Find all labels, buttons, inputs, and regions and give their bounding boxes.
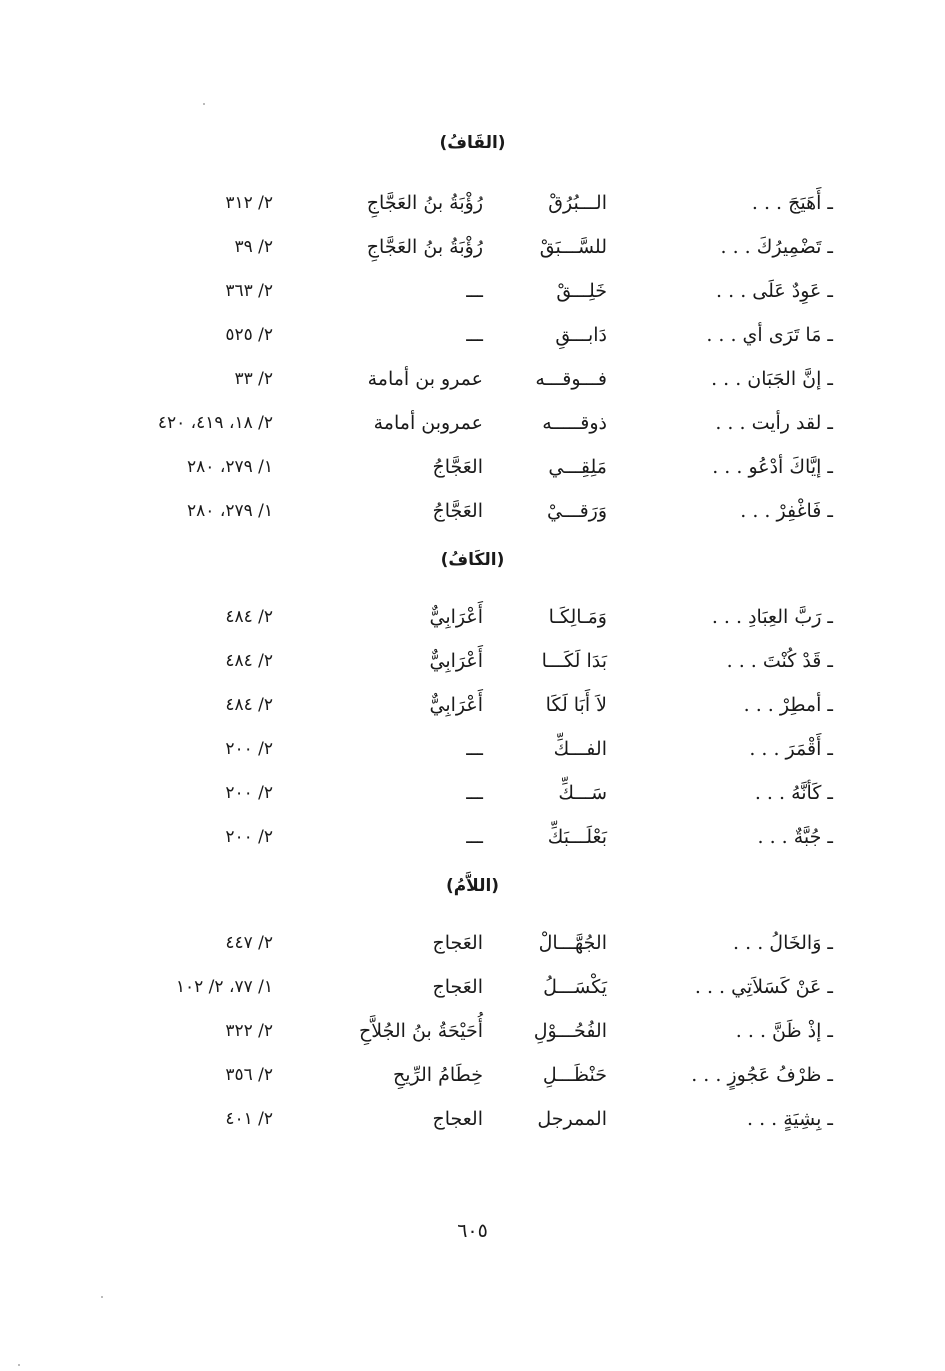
- table-row: [0, 494, 945, 528]
- rhyme-word: سَـــكِّ: [558, 782, 607, 804]
- poet-name: رُؤْبَةُ بنُ العَجَّاجِ: [366, 236, 483, 258]
- rhyme-word: بَعْلَـــبَكِّ: [547, 826, 607, 848]
- rhyme-word: وَمَـالِكَـا: [548, 606, 607, 628]
- poet-name: عمرو بن أمامة: [367, 368, 483, 390]
- rhyme-word: لاَ أَبَا لَكَا: [545, 694, 607, 716]
- table-row: [0, 600, 945, 634]
- page-reference: ٢/ ٤٠١: [225, 1109, 273, 1129]
- poet-name: العجاج: [432, 1108, 483, 1130]
- page-number: ٦٠٥: [457, 1220, 488, 1242]
- page-reference: ٢/ ١٨، ٤١٩، ٤٢٠: [157, 413, 273, 433]
- rhyme-word: فـــوقـــه: [535, 368, 607, 390]
- table-row: [0, 970, 945, 1004]
- table-row: [0, 186, 945, 220]
- verse-start: ـ إيَّاكَ أدْعُو . . .: [712, 456, 833, 478]
- page-reference: ٢/ ٣٢٢: [225, 1021, 273, 1041]
- table-row: [0, 230, 945, 264]
- poet-name: العَجاج: [432, 976, 483, 998]
- rhyme-word: الممرجل: [537, 1108, 607, 1130]
- verse-start: ـ إنَّ الجَبَان . . .: [711, 368, 833, 390]
- verse-start: ـ فَاغْفِرْ . . .: [740, 500, 833, 522]
- rhyme-word: وَرَقـــيْ: [547, 500, 607, 522]
- poet-name: ـــ: [466, 280, 483, 302]
- poet-name: العَجاج: [432, 932, 483, 954]
- table-row: [0, 450, 945, 484]
- scan-speck: [203, 103, 205, 105]
- rhyme-word: الـــبُرُقْ: [548, 192, 607, 214]
- verse-start: ـ أَهَيَجَ . . .: [751, 192, 833, 214]
- verse-start: ـ بِشِيَةٍ . . .: [746, 1108, 833, 1130]
- verse-start: ـ إذْ ظَنَّ . . .: [735, 1020, 833, 1042]
- rhyme-word: الفـــكِّ: [553, 738, 607, 760]
- page-reference: ٢/ ٤٤٧: [225, 933, 273, 953]
- rhyme-word: بَدَا لَكَـــا: [541, 650, 607, 672]
- verse-start: ـ ظرْفُ عَجُوزٍ . . .: [691, 1064, 833, 1086]
- page-reference: ٢/ ٣٥٦: [225, 1065, 273, 1085]
- page-reference: ٢/ ٥٢٥: [225, 325, 273, 345]
- section-title-kaf: (الكَافُ): [440, 550, 505, 570]
- page-reference: ٢/ ٢٠٠: [225, 739, 273, 759]
- table-row: [0, 1058, 945, 1092]
- page-reference: ١/ ٢٧٩، ٢٨٠: [187, 457, 273, 477]
- verse-start: ـ كَأنَّهُ . . .: [754, 782, 833, 804]
- page-reference: ٢/ ٤٨٤: [225, 695, 273, 715]
- poet-name: أَعْرَابِيٌّ: [429, 650, 483, 672]
- scan-speck: [101, 1296, 103, 1298]
- verse-start: ـ عَنْ كَسَلاَتِي . . .: [694, 976, 833, 998]
- poet-name: أَعْرَابِيٌّ: [429, 606, 483, 628]
- rhyme-word: مَلِقِـــي: [548, 456, 607, 478]
- table-row: [0, 1102, 945, 1136]
- verse-start: ـ أمطِرْ . . .: [743, 694, 833, 716]
- rhyme-word: الفُحُـــوْلِ: [533, 1020, 607, 1042]
- page-reference: ٢/ ٣٩: [234, 237, 273, 257]
- poet-name: أَعْرَابِيٌّ: [429, 694, 483, 716]
- verse-start: ـ أَقْمَرَ . . .: [749, 738, 833, 760]
- page-reference: ٢/ ٤٨٤: [225, 651, 273, 671]
- table-row: [0, 362, 945, 396]
- rhyme-word: ذوقـــــه: [542, 412, 607, 434]
- page-reference: ٢/ ٤٨٤: [225, 607, 273, 627]
- page-reference: ٢/ ٣٦٣: [225, 281, 273, 301]
- verse-start: ـ لقد رأيت . . .: [715, 412, 833, 434]
- poet-name: ـــ: [466, 782, 483, 804]
- poet-name: العَجَّاجُ: [432, 456, 483, 478]
- rhyme-word: حَنْظَـــلِ: [542, 1064, 607, 1086]
- poet-name: ـــ: [466, 826, 483, 848]
- rhyme-word: يَكْسَـــلُ: [543, 976, 607, 998]
- section-title-lam: (اللاَّمُ): [445, 876, 500, 896]
- verse-start: ـ عَوِدٌ عَلَى . . .: [716, 280, 833, 302]
- table-row: [0, 688, 945, 722]
- rhyme-word: الجُهَّـــالْ: [538, 932, 607, 954]
- poet-name: عمروبن أمامة: [373, 412, 483, 434]
- table-row: [0, 1014, 945, 1048]
- table-row: [0, 644, 945, 678]
- table-row: [0, 776, 945, 810]
- table-row: [0, 318, 945, 352]
- poet-name: رُؤْبَةُ بنُ العَجَّاجِ: [366, 192, 483, 214]
- scan-speck: [18, 1364, 20, 1366]
- poet-name: ـــ: [466, 324, 483, 346]
- verse-start: ـ رَبَّ العِبَادِ . . .: [711, 606, 833, 628]
- page-reference: ١/ ٢٧٩، ٢٨٠: [187, 501, 273, 521]
- verse-start: ـ قَدْ كُنْتَ . . .: [726, 650, 833, 672]
- page-reference: ١/ ٧٧، ٢/ ١٠٢: [175, 977, 273, 997]
- page-reference: ٢/ ٣٣: [234, 369, 273, 389]
- page-reference: ٢/ ٣١٢: [225, 193, 273, 213]
- table-row: [0, 820, 945, 854]
- table-row: [0, 274, 945, 308]
- poet-name: خِطَامُ الرِّيحِ: [392, 1064, 483, 1086]
- verse-start: ـ مَا تَرَى أي . . .: [706, 324, 833, 346]
- table-row: [0, 732, 945, 766]
- page-reference: ٢/ ٢٠٠: [225, 783, 273, 803]
- table-row: [0, 406, 945, 440]
- poet-name: العَجَّاجُ: [432, 500, 483, 522]
- page-reference: ٢/ ٢٠٠: [225, 827, 273, 847]
- verse-start: ـ وَالخَالُ . . .: [733, 932, 833, 954]
- section-title-qaf: (القَافُ): [439, 133, 506, 153]
- poet-name: ـــ: [466, 738, 483, 760]
- rhyme-word: خَلِـــقْ: [556, 280, 607, 302]
- verse-start: ـ تَضْمِيرُكَ . . .: [720, 236, 833, 258]
- table-row: [0, 926, 945, 960]
- poet-name: أُحَيْحَةُ بنُ الجُلاَّحِ: [359, 1020, 483, 1042]
- rhyme-word: دَابـــقِ: [555, 324, 607, 346]
- verse-start: ـ جُبَّةٌ . . .: [757, 826, 833, 848]
- rhyme-word: للسَّـــبَقْ: [539, 236, 607, 258]
